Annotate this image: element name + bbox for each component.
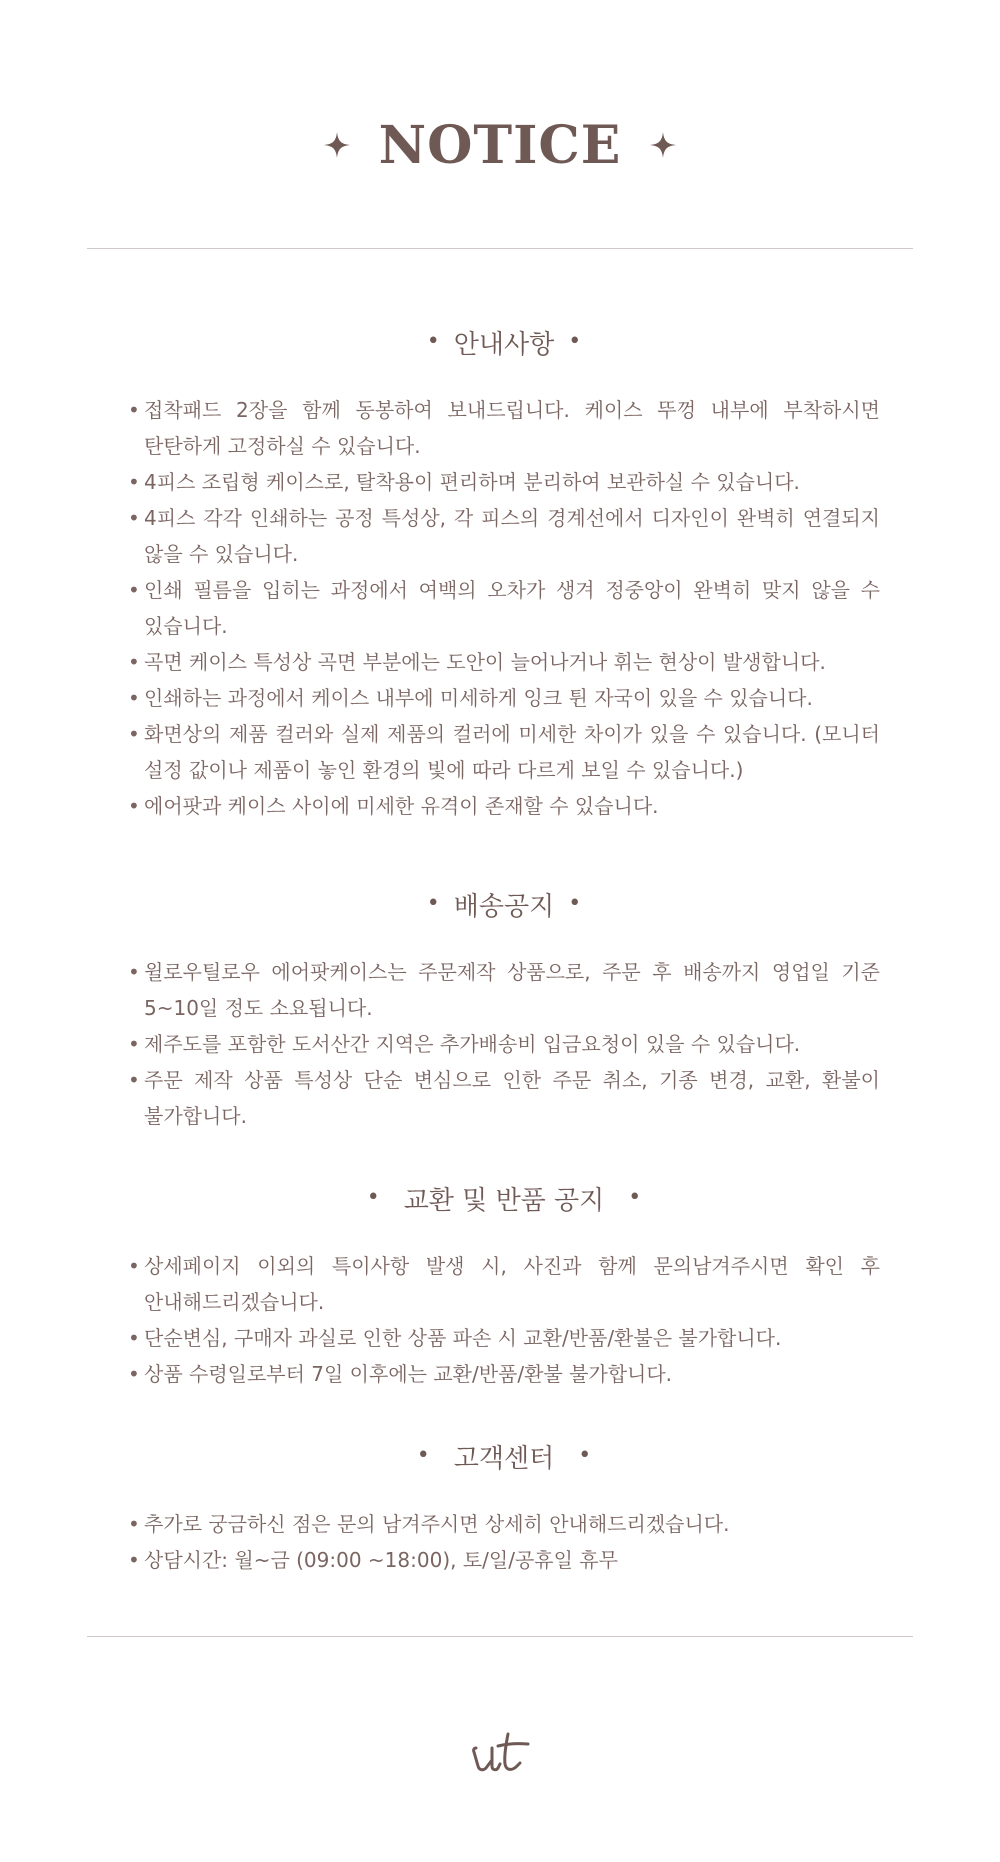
section-heading [128,1178,880,1218]
list-item: • 4피스 조립형 케이스로, 탈착용이 편리하며 분리하여 보관하실 수 있습니다. [128,464,880,500]
list-item: • 상담시간: 월~금 (09:00 ~18:00), 토/일/공휴일 휴무 [128,1542,880,1578]
list-item: • 상품 수령일로부터 7일 이후에는 교환/반품/환불 불가합니다. [128,1356,880,1392]
section-heading [128,1436,880,1476]
list-item: • 주문 제작 상품 특성상 단순 변심으로 인한 주문 취소, 기종 변경, 교환, 환불이 불가합니다. [128,1062,880,1134]
section-heading-label: 고객센터 [453,1443,555,1474]
top-divider [87,248,913,249]
section-guide [128,322,880,824]
section-heading-label: 배송공지 [453,891,555,922]
bullet-dot-icon: • [426,891,440,916]
list-item: • 접착패드 2장을 함께 동봉하여 보내드립니다. 케이스 뚜껑 내부에 부착하시면 탄탄하게 고정하실 수 있습니다. [128,392,880,464]
bullet-dot-icon: • [568,891,582,916]
list-item: • 화면상의 제품 컬러와 실제 제품의 컬러에 미세한 차이가 있을 수 있습니다. (모니터 설정 값이나 제품이 놓인 환경의 빛에 따라 다르게 보일 수 있습니다.) [128,716,880,788]
bullet-dot-icon: • [568,329,582,354]
customer-center-list [128,1506,880,1578]
four-point-star-icon [323,131,351,159]
bullet-dot-icon: • [578,1443,592,1468]
list-item: • 인쇄 필름을 입히는 과정에서 여백의 오차가 생겨 정중앙이 완벽히 맞지 않을 수 있습니다. [128,572,880,644]
list-item: • 제주도를 포함한 도서산간 지역은 추가배송비 입금요청이 있을 수 있습니다. [128,1026,880,1062]
section-heading-label: 안내사항 [453,329,555,360]
list-item: • 상세페이지 이외의 특이사항 발생 시, 사진과 함께 문의남겨주시면 확인 후 안내해드리겠습니다. [128,1248,880,1320]
bullet-dot-icon: • [366,1185,380,1210]
section-heading [128,322,880,362]
list-item: • 곡면 케이스 특성상 곡면 부분에는 도안이 늘어나거나 휘는 현상이 발생합니다. [128,644,880,680]
section-shipping [128,884,880,1134]
bullet-dot-icon: • [416,1443,430,1468]
ut-logo-icon [470,1730,534,1780]
notice-header [0,100,1000,190]
bottom-divider [87,1636,913,1637]
bullet-dot-icon: • [426,329,440,354]
list-item: • 에어팟과 케이스 사이에 미세한 유격이 존재할 수 있습니다. [128,788,880,824]
bullet-dot-icon: • [628,1185,642,1210]
section-heading [128,884,880,924]
section-customer-center [128,1436,880,1578]
list-item: • 인쇄하는 과정에서 케이스 내부에 미세하게 잉크 튄 자국이 있을 수 있습니다. [128,680,880,716]
list-item: • 단순변심, 구매자 과실로 인한 상품 파손 시 교환/반품/환불은 불가합니다. [128,1320,880,1356]
list-item: • 윌로우틸로우 에어팟케이스는 주문제작 상품으로, 주문 후 배송까지 영업일 기준 5~10일 정도 소요됩니다. [128,954,880,1026]
guide-list [128,392,880,824]
section-heading-label: 교환 및 반품 공지 [403,1185,605,1216]
list-item: • 추가로 궁금하신 점은 문의 남겨주시면 상세히 안내해드리겠습니다. [128,1506,880,1542]
section-exchange-return [128,1178,880,1392]
exchange-list [128,1248,880,1392]
list-item: • 4피스 각각 인쇄하는 공정 특성상, 각 피스의 경계선에서 디자인이 완벽히 연결되지 않을 수 있습니다. [128,500,880,572]
page-title: NOTICE [378,114,622,176]
four-point-star-icon [649,131,677,159]
shipping-list [128,954,880,1134]
